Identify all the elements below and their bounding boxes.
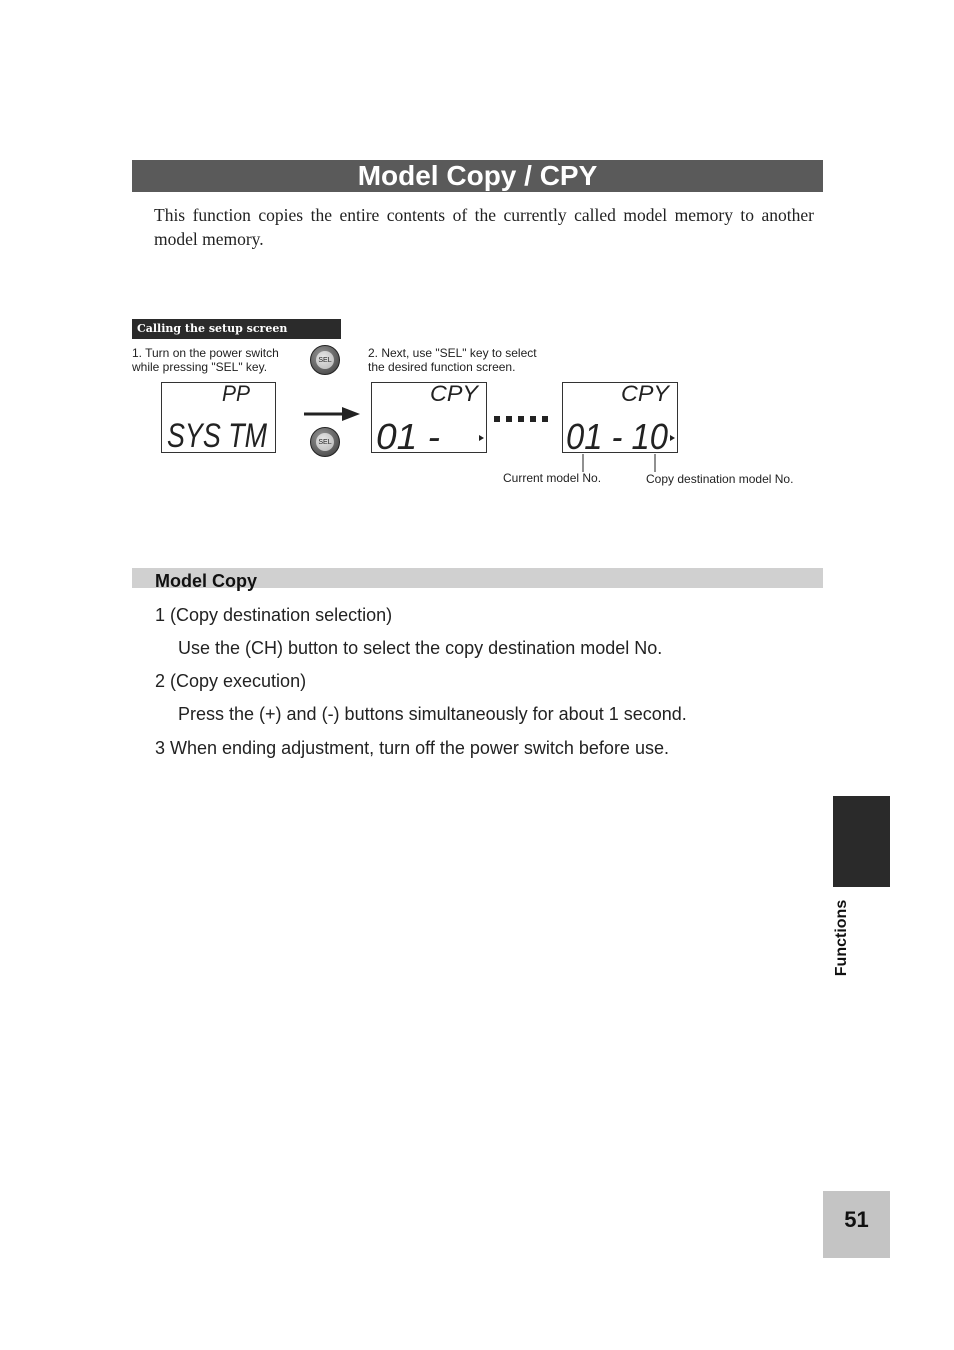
sel-button-icon: [310, 427, 340, 457]
lcd-segments: [162, 381, 275, 455]
step1-instruction: [132, 346, 304, 374]
current-model-callout: Current model No.: [503, 471, 602, 485]
sel-button-icon: [310, 345, 340, 375]
step-heading: 2 (Copy execution): [155, 671, 307, 691]
page-title: Model Copy / CPY: [132, 160, 823, 192]
lcd-segments: [563, 381, 677, 457]
step2-line1: 2. Next, use "SEL" key to select: [368, 346, 537, 360]
setup-section-label: Calling the setup screen: [132, 319, 341, 339]
sel-button-label: SEL: [316, 433, 334, 451]
lcd1-bottom: SYS TM: [167, 417, 268, 455]
lcd-screen-system: [161, 382, 276, 453]
destination-model-callout: Copy destination model No.: [646, 472, 794, 486]
lcd1-top: PP: [222, 381, 251, 406]
section-title: Model Copy: [155, 571, 257, 591]
side-tab-marker: [833, 796, 890, 887]
lcd-pointer-icon: [479, 435, 484, 441]
step1-line1: 1. Turn on the power switch: [132, 346, 279, 360]
lcd3-bottom: 01 - 10: [566, 416, 668, 457]
lcd-screen-copy-dest: [562, 381, 678, 457]
lcd-segments: [372, 381, 486, 457]
step-heading: 3 When ending adjustment, turn off the power switch before use.: [155, 738, 669, 758]
right-arrow-icon: [302, 405, 362, 423]
intro-paragraph: This function copies the entire contents of the currently called model memory to another model memory.: [154, 205, 814, 249]
lcd-screen-copy-start: [371, 381, 487, 457]
lcd2-bottom: 01 -: [376, 416, 440, 457]
step-detail: Use the (CH) button to select the copy destination model No.: [178, 638, 663, 658]
step-detail: Press the (+) and (-) buttons simultaneously for about 1 second.: [178, 704, 687, 724]
dotted-connector-icon: [492, 414, 558, 424]
step2-line2: the desired function screen.: [368, 360, 516, 374]
lcd2-top: CPY: [430, 381, 480, 406]
lcd3-top: CPY: [621, 381, 671, 406]
page-number: 51: [823, 1191, 890, 1258]
step-heading: 1 (Copy destination selection): [155, 605, 393, 625]
step1-line2: while pressing "SEL" key.: [132, 360, 268, 374]
side-tab-label: Functions: [833, 899, 850, 977]
sel-button-label: SEL: [316, 351, 334, 369]
step2-instruction: [368, 346, 558, 374]
lcd-pointer-icon: [670, 435, 675, 441]
